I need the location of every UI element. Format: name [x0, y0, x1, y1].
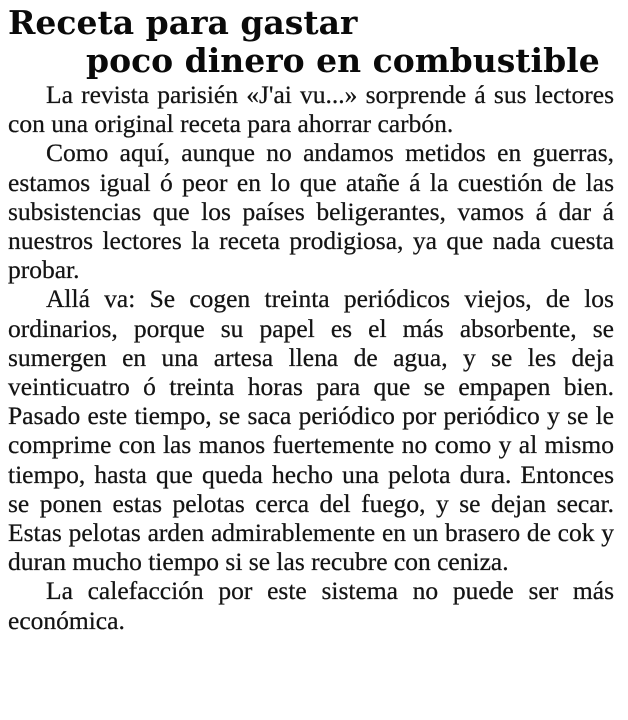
article-headline	[8, 4, 614, 80]
headline-line-2: poco dinero en combustible	[86, 41, 600, 80]
article-paragraph: Allá va: Se cogen treinta periódicos viejos, de los ordinarios, porque su papel es el más absorbente, se sumergen en una artesa llena de agua, y se les deja veinticuatro ó treinta horas para que se empapen bien. Pasado este tiempo, se saca periódico por periódico y se le comprime con las manos fuertemente no como y al mismo tiempo, hasta que queda hecho una pelota dura. Entonces se ponen estas pelotas cerca del fuego, y se dejan secar. Estas pelotas arden admirablemente en un brasero de cok y duran mucho tiempo si se las recubre con ceniza.	[8, 284, 614, 577]
article-paragraph: La calefacción por este sistema no puede ser más económica.	[8, 576, 614, 635]
article-paragraph: La revista parisién «J'ai vu...» sorprende á sus lectores con una original receta para ahorrar carbón.	[8, 80, 614, 139]
article-body	[8, 80, 614, 635]
headline-line-1: Receta para gastar	[8, 3, 358, 42]
article-paragraph: Como aquí, aunque no andamos metidos en guerras, estamos igual ó peor en lo que atañe á la cuestión de las subsistencias que los países beligerantes, vamos á dar á nuestros lectores la receta prodigiosa, ya que nada cuesta probar.	[8, 138, 614, 285]
